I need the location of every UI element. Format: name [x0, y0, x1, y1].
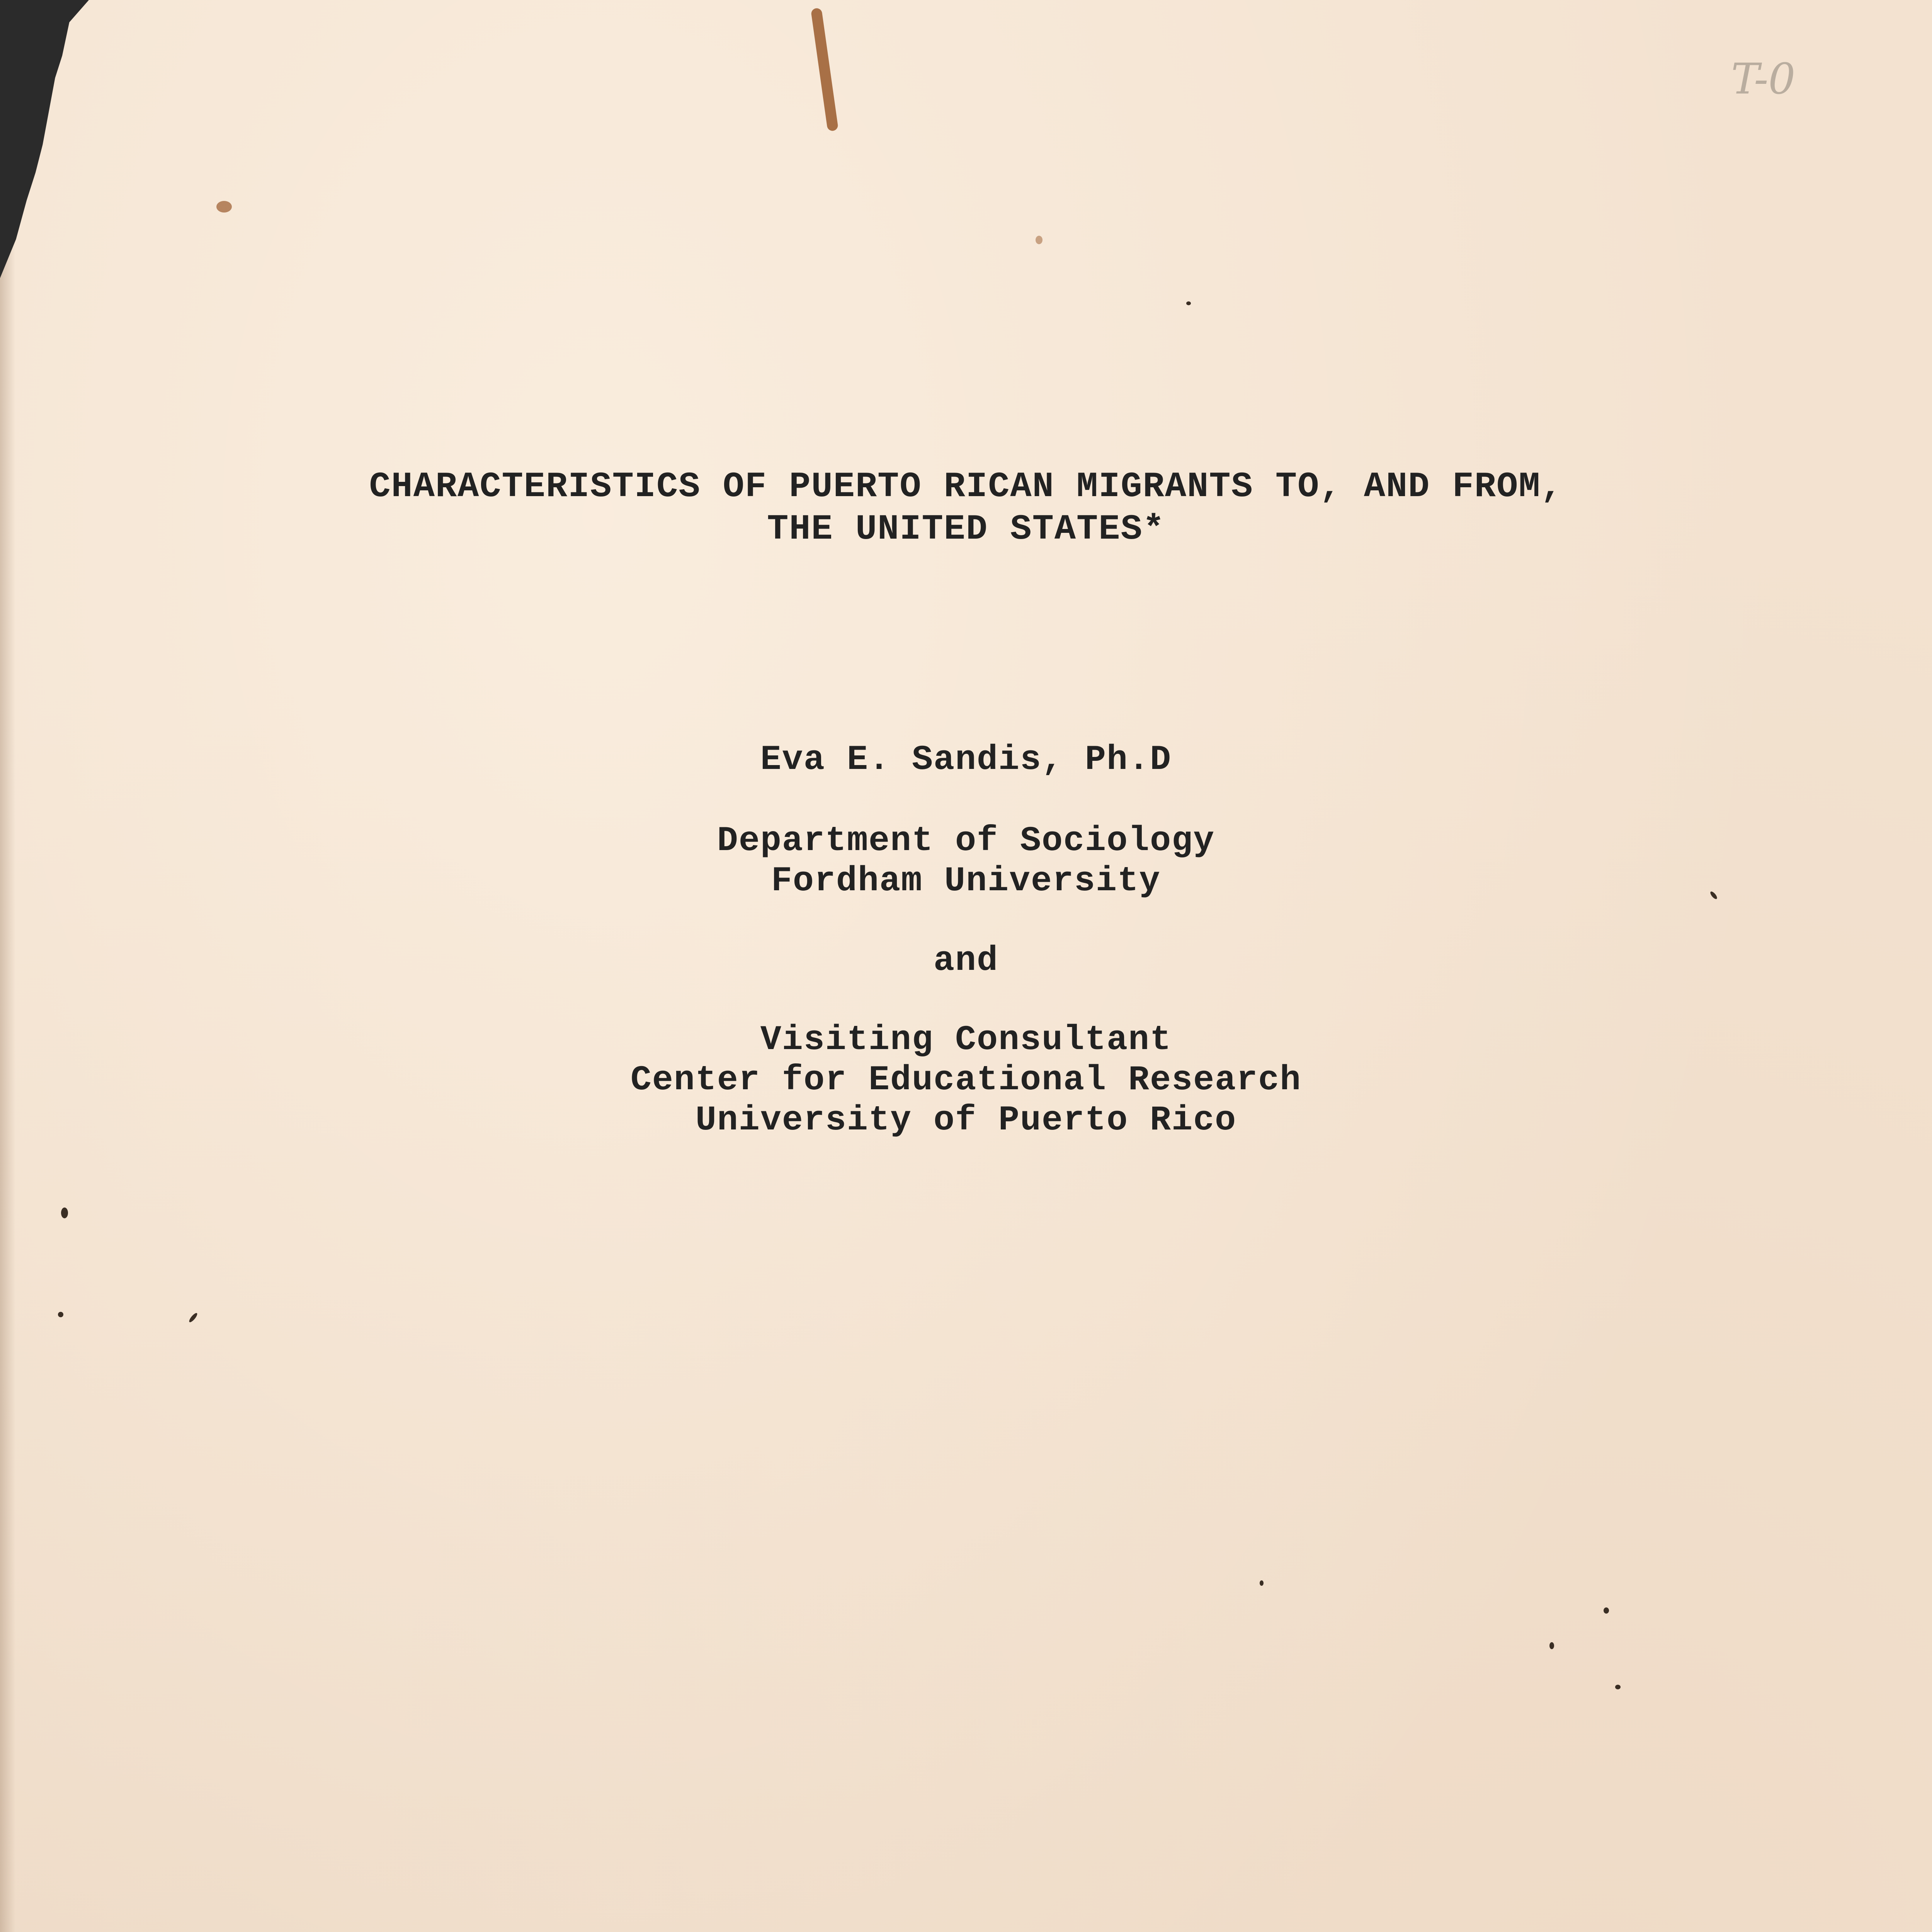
consultant-line-2: Center for Educational Research: [630, 1061, 1302, 1100]
paper-edge-shadow: [0, 0, 15, 1932]
title-line-1: CHARACTERISTICS OF PUERTO RICAN MIGRANTS TO, AND FROM,: [369, 466, 1563, 507]
paper-speck: [61, 1208, 68, 1218]
torn-corner: [0, 0, 89, 278]
paper-speck: [1186, 301, 1191, 305]
conjunction-and: and: [933, 941, 999, 981]
rust-speck: [216, 201, 232, 213]
paper-speck: [1615, 1685, 1621, 1689]
paper-speck: [1260, 1580, 1264, 1586]
paper-speck: [188, 1312, 199, 1323]
department-line-1: Department of Sociology: [717, 821, 1215, 861]
paper-speck: [1709, 891, 1718, 900]
department-line-2: Fordham University: [771, 862, 1161, 901]
department-affiliation: [425, 821, 1507, 901]
consultant-line-3: University of Puerto Rico: [695, 1101, 1237, 1140]
consultant-line-1: Visiting Consultant: [760, 1020, 1172, 1060]
author-name: Eva E. Sandis, Ph.D: [760, 740, 1172, 780]
rust-stain-top: [811, 8, 838, 132]
rust-speck: [1036, 236, 1043, 244]
paper-speck: [1604, 1607, 1609, 1614]
paper-speck: [58, 1312, 63, 1317]
handwritten-mark: T-0: [1731, 54, 1796, 104]
paper-speck: [1549, 1642, 1554, 1649]
title-line-2: THE UNITED STATES*: [767, 509, 1165, 549]
document-title: [348, 466, 1584, 551]
consultant-affiliation: [425, 1020, 1507, 1141]
